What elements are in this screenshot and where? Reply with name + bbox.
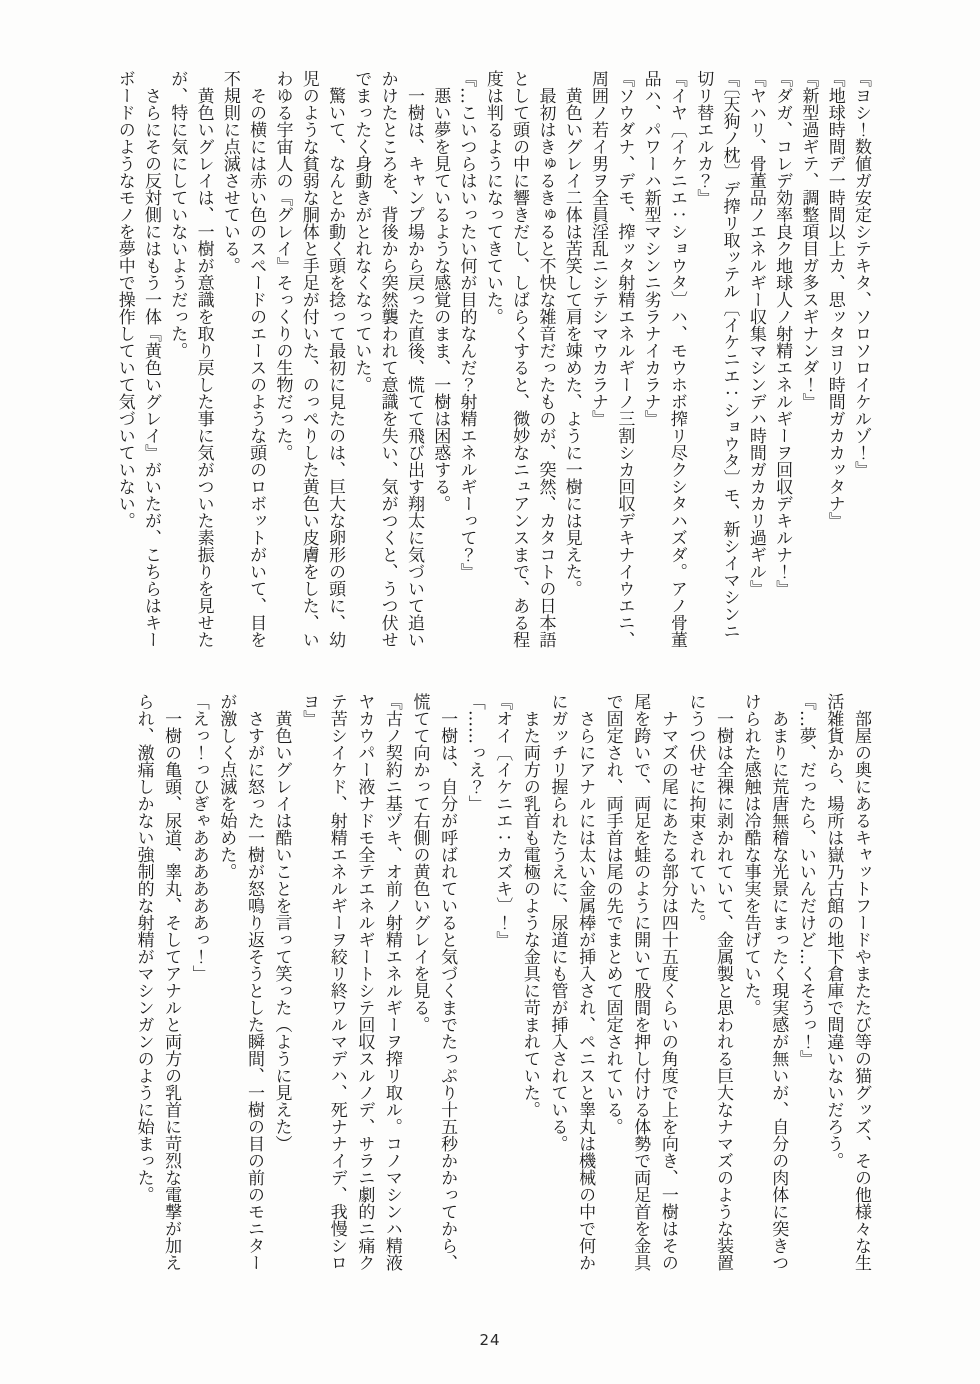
text-column: その横には赤い色のスペードのエースのような頭のロボットがいて、目を	[246, 70, 267, 648]
text-column: 「……っえ？」	[464, 693, 485, 812]
text-column: 一樹は、キャンプ場から戻った直後、慌てて飛び出す翔太に気づいて追い	[403, 70, 424, 648]
text-column: にうつ伏せに拘束されていた。	[685, 693, 706, 931]
text-column: 『…こいつらはいったい何が目的なんだ？射精エネルギーって？』	[456, 70, 477, 580]
text-column: 一樹の亀頭、尿道、睾丸、そしてアナルと両方の乳首に苛烈な電撃が加え	[161, 693, 182, 1271]
text-column: さらにアナルには太い金属棒が挿入され、ペニスと睾丸は機械の中で何か	[575, 693, 596, 1271]
text-column: 切リ替エルカ？』	[693, 70, 714, 206]
text-column: あまりに荒唐無稽な光景にまったく現実感が無いが、自分の肉体に突きつ	[768, 693, 789, 1271]
text-column: 周囲ノ若イ男ヲ全員淫乱ニシテシマウカラナ』	[588, 70, 609, 427]
text-column: ナマズの尾にあたる部分は四十五度くらいの角度で上を向き、一樹はその	[657, 693, 678, 1271]
text-column: 『〔天狗ノ枕〕デ搾リ取ッテル〔イケニエ：ショウタ〕モ、新シイマシンニ	[719, 70, 740, 640]
text-column: 黄色いグレイは酷いことを言って笑った（ように見えた）	[271, 693, 292, 1152]
text-column: けられた感触は冷酷な事実を告げていた。	[740, 693, 761, 1016]
page-number: 24	[479, 1331, 501, 1349]
text-column: 品ハ、パワーハ新型マシンニ劣ラナイカラナ』	[640, 70, 661, 427]
text-column: として頭の中に響きだし、しばらくすると、微妙なニュアンスまで、ある程	[509, 70, 530, 648]
text-column: 一樹は全裸に剥かれていて、金属製と思われる巨大なナマズのような装置	[713, 693, 734, 1271]
text-column: 児のような貧弱な胴体と手足が付いた、のっぺりした黄色い皮膚をした、い	[298, 70, 319, 648]
text-column: また両方の乳首も電極のような金具に苛まれていた。	[519, 693, 540, 1118]
text-column: 『ダガ、コレデ効率良ク地球人ノ射精エネルギーヲ回収デキルナ！』	[772, 70, 793, 597]
text-column: ボードのようなモノを夢中で操作していて気づいていない。	[114, 70, 135, 529]
text-column: られ、激痛しかない強制的な射精がマシンガンのように始まった。	[133, 693, 154, 1203]
text-column: が激しく点滅を始めた。	[216, 693, 237, 880]
text-column: テ苦シイケド、射精エネルギーヲ絞リ終ワルマデハ、死ナナイデ、我慢シロ	[326, 693, 347, 1271]
text-column: 最初はきゅるきゅると不快な雑音だったものが、突然、カタコトの日本語	[535, 70, 556, 648]
text-column: 『地球時間デ一時間以上カ、思ッタヨリ時間ガカカッタナ』	[824, 70, 845, 529]
text-column: 「えっ！っひぎゃああああああっ！」	[188, 693, 209, 982]
text-column: が、特に気にしていないようだった。	[167, 70, 188, 359]
text-column: さらにその反対側にはもう一体『黄色いグレイ』がいたが、こちらはキー	[140, 70, 161, 648]
text-column: わゆる宇宙人の『グレイ』そっくりの生物だった。	[272, 70, 293, 461]
text-column: 『イヤ〔イケニエ：ショウタ〕ハ、モウホボ搾リ尽クシタハズダ。アノ骨董	[666, 70, 687, 648]
text-column: ヨ』	[299, 693, 320, 727]
text-column: 『新型過ギテ、調整項目ガ多スギナンダ！』	[798, 70, 819, 410]
text-column: 悪い夢を見ているような感覚のまま、一樹は困惑する。	[430, 70, 451, 512]
text-column: 『ヤハリ、骨董品ノエネルギー収集マシンデハ時間ガカカリ過ギル』	[745, 70, 766, 597]
text-column: 部屋の奥にあるキャットフードやまたたび等の猫グッズ、その他様々な生	[851, 693, 871, 1271]
text-column: さすがに怒った一樹が怒鳴り返そうとした瞬間、一樹の目の前のモニター	[243, 693, 264, 1271]
text-column: かけたところを、背後から突然襲われて意識を失い、気がつくと、うつ伏せ	[377, 70, 398, 648]
text-column: 黄色いグレイは、一樹が意識を取り戻した事に気がついた素振りを見せた	[193, 70, 214, 648]
text-column: 驚いて、なんとか動く頭を捻って最初に見たのは、巨大な卵形の頭に、幼	[325, 70, 346, 648]
text-column: 黄色いグレイ二体は苦笑して肩を竦めた、ように一樹には見えた。	[561, 70, 582, 597]
text-column: にガッチリ握られたうえに、尿道にも管が挿入されている。	[547, 693, 568, 1152]
text-column: 不規則に点滅させている。	[219, 70, 240, 274]
text-column: で固定され、両手首は尾の先でまとめて固定されている。	[602, 693, 623, 1135]
text-column: 『…夢、だったら、いいんだけど…くそうっ！』	[795, 693, 816, 1067]
text-column: 尾を跨いで、両足を蛙のように開いて股間を押し付ける体勢で両足首を金具	[630, 693, 651, 1271]
text-block-top	[111, 70, 874, 670]
text-block-bottom	[129, 693, 874, 1293]
text-column: ヤカウパー液ナドモ全テエネルギートシテ回収スルノデ、サラニ劇的ニ痛ク	[354, 693, 375, 1271]
text-column: 慌てて向かって右側の黄色いグレイを見る。	[409, 693, 430, 1033]
text-column: 度は判るようになってきていた。	[482, 70, 503, 325]
text-column: 『古ノ契約ニ基ヅキ、オ前ノ射精エネルギーヲ搾リ取ル。コノマシンハ精液	[381, 693, 402, 1271]
text-column: でまったく身動きがとれなくなっていた。	[351, 70, 372, 393]
text-column: 『ヨシ！数値ガ安定シテキタ、ソロソロイケルゾ！』	[851, 70, 871, 478]
text-column: 一樹は、自分が呼ばれていると気づくまでたっぷり十五秒かかってから、	[437, 693, 458, 1271]
text-column: 活雑貨から、場所は嶽乃古館の地下倉庫で間違いないだろう。	[823, 693, 844, 1169]
text-column: 『ソウダナ、デモ、搾ッタ射精エネルギーノ三割シカ回収デキナイウエニ、	[614, 70, 635, 648]
text-column: 『オイ〔イケニエ：カズキ〕！』	[492, 693, 513, 948]
